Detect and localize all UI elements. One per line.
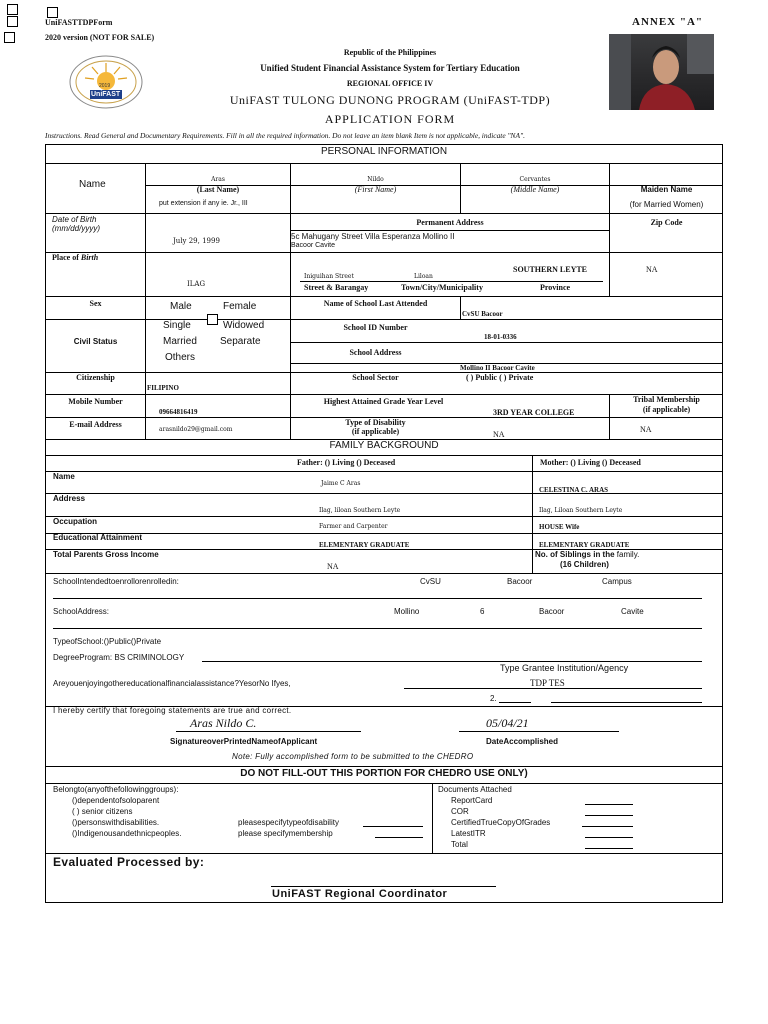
school-intended-label: SchoolIntendedtoenrollorenrolledin: — [53, 577, 179, 586]
father-occupation-value: Farmer and Carpenter — [319, 523, 388, 530]
civil-widowed-option[interactable]: Widowed — [223, 320, 265, 331]
school-address-line-2: 6 — [480, 607, 485, 616]
doc-cor: COR — [451, 807, 469, 816]
grade-level-label: Highest Attained Grade Year Level — [323, 397, 444, 406]
first-name-value: Nildo — [367, 176, 384, 183]
signature-value: Aras Nildo C. — [190, 716, 257, 730]
civil-others-option[interactable]: Others — [165, 352, 196, 363]
civil-status-label: Civil Status — [73, 337, 118, 346]
mobile-label: Mobile Number — [68, 397, 123, 406]
school-last-attended-label: Name of School Last Attended — [323, 299, 428, 308]
siblings-label-text: No. of Siblings in the — [535, 550, 615, 559]
permanent-address-value-1: 5c Mahugany Street Villa Esperanza Mollino II — [291, 232, 455, 241]
doc-latest-itr: LatestITR — [451, 829, 486, 838]
doc-grades: CertifiedTrueCopyOfGrades — [451, 818, 551, 827]
disability-note: (if applicable) — [351, 427, 400, 436]
signature-label: SignatureoverPrintedNameofApplicant — [170, 737, 318, 746]
place-of-birth-em: Birth — [80, 253, 99, 262]
civil-status-checkbox[interactable] — [207, 314, 218, 325]
dob-value: July 29, 1999 — [173, 237, 220, 245]
email-value: arasnildo29@gmail.com — [159, 426, 233, 433]
maiden-name-note: (for Married Women) — [629, 200, 704, 209]
place-of-birth-value: ILAG — [187, 280, 206, 288]
dob-format: (mm/dd/yyyy) — [52, 224, 100, 233]
group-senior-citizens[interactable]: ( ) senior citizens — [72, 807, 133, 816]
belong-groups-label: Belongto(anyofthefollowinggroups): — [53, 785, 179, 794]
school-address-line-3: Bacoor — [539, 607, 565, 616]
type-of-school-label[interactable]: TypeofSchool:()Public()Private — [53, 637, 162, 646]
group-indigenous[interactable]: ()Indigenousandethnicpeoples. — [72, 829, 182, 838]
province-label: Province — [540, 283, 571, 292]
school-address-value: Mollino II Bacoor Cavite — [460, 364, 535, 372]
siblings-label — [535, 550, 639, 559]
mother-occupation-value: HOUSE Wife — [539, 523, 580, 531]
civil-married-option[interactable]: Married — [163, 336, 197, 347]
applicant-photo — [609, 34, 714, 110]
school-intended-value-2: Bacoor — [507, 577, 533, 586]
school-sector-options[interactable]: ( ) Public ( ) Private — [466, 373, 534, 382]
school-intended-value-1: CvSU — [420, 577, 441, 586]
chedro-heading: DO NOT FILL-OUT THIS PORTION FOR CHEDRO USE ONLY) — [240, 768, 528, 779]
mother-education-value: ELEMENTARY GRADUATE — [539, 541, 630, 549]
date-accomplished-value: 05/04/21 — [486, 716, 529, 730]
tribal-membership-label: Tribal Membership — [633, 395, 700, 404]
date-accomplished-label: DateAccomplished — [486, 737, 559, 746]
father-education-value: ELEMENTARY GRADUATE — [319, 541, 410, 549]
tribal-membership-note: (if applicable) — [642, 405, 691, 414]
instructions-text: Instructions. Read General and Documentary Requirements. Fill in all the required information. Do not leave an item blank Item is not applicable, indicate "NA". — [45, 131, 525, 140]
school-id-label: School ID Number — [343, 323, 408, 332]
grade-level-value: 3RD YEAR COLLEGE — [493, 408, 575, 417]
school-last-attended-value: CvSU Bacoor — [462, 310, 503, 318]
tribal-membership-value: NA — [640, 425, 652, 434]
corner-checkbox-2[interactable] — [7, 16, 18, 27]
school-address-line-1: Mollino — [394, 607, 420, 616]
evaluated-by-label: Evaluated Processed by: — [53, 855, 205, 869]
mother-status-label[interactable]: Mother: () Living () Deceased — [540, 458, 641, 467]
doc-report-card: ReportCard — [451, 796, 493, 805]
school-address-label: School Address — [349, 348, 402, 357]
logo-year: 2019 — [99, 83, 111, 89]
extension-note: put extension if any ie. Jr., III — [159, 200, 248, 207]
school-id-value: 18-01-0336 — [484, 333, 517, 341]
unifast-logo — [68, 54, 144, 110]
family-education-label: Educational Attainment — [53, 533, 143, 542]
permanent-address-value-2: Bacoor Cavite — [291, 242, 335, 249]
family-address-label: Address — [53, 494, 86, 503]
permanent-address-label: Permanent Address — [416, 218, 484, 227]
father-name-value: Jaime C Aras — [321, 480, 361, 487]
father-address-value: Ilag, liloan Southern Leyte — [319, 507, 401, 514]
grantee-agency-label: Type Grantee Institution/Agency — [500, 663, 629, 673]
other-aid-item-2: 2. — [490, 694, 497, 703]
middle-name-label: (Middle Name) — [510, 185, 560, 194]
other-aid-label: Areyouenjoyingothereducationalfinancialassistance?YesorNo Ifyes, — [53, 679, 291, 688]
middle-name-value: Cervantes — [519, 176, 551, 183]
dob-label: Date of Birth — [52, 215, 97, 224]
personal-info-heading: PERSONAL INFORMATION — [320, 146, 448, 157]
citizenship-label: Citizenship — [76, 373, 115, 382]
corner-checkbox-4[interactable] — [47, 7, 58, 18]
civil-single-option[interactable]: Single — [163, 320, 191, 331]
town-label: Town/City/Municipality — [401, 283, 483, 292]
street-label: Street & Barangay — [304, 283, 369, 292]
sex-female-option[interactable]: Female — [223, 301, 257, 312]
zip-code-label: Zip Code — [650, 218, 683, 227]
civil-separate-option[interactable]: Separate — [220, 336, 261, 347]
street-value: Iniguihan Street — [304, 273, 354, 280]
other-aid-value: TDP TES — [530, 678, 565, 688]
email-label: E-mail Address — [69, 420, 122, 429]
siblings-label-family: family. — [616, 550, 640, 559]
family-background-heading: FAMILY BACKGROUND — [329, 440, 439, 451]
submission-note: Note: Fully accomplished form to be submitted to the CHEDRO — [232, 752, 474, 761]
doc-total: Total — [451, 840, 468, 849]
sex-label: Sex — [89, 299, 102, 308]
sex-male-option[interactable]: Male — [170, 301, 192, 312]
school-address-line-label: SchoolAddress: — [53, 607, 110, 616]
annex-label: ANNEX "A" — [632, 16, 704, 28]
corner-checkbox-3[interactable] — [4, 32, 15, 43]
place-of-birth-label — [52, 253, 98, 262]
town-value: Liloan — [414, 273, 433, 280]
last-name-value: Aras — [211, 176, 225, 183]
gross-income-value: NA — [327, 562, 339, 571]
form-code: UniFASTTDPForm — [45, 18, 113, 27]
zip-code-value: NA — [646, 265, 658, 274]
citizenship-value: FILIPINO — [147, 384, 179, 392]
group-solo-parent[interactable]: ()dependentofsoloparent — [72, 796, 160, 805]
disability-value: NA — [493, 430, 505, 439]
certify-statement: I hereby certify that foregoing statements are true and correct. — [53, 706, 292, 715]
place-of-birth-text: Place of — [52, 253, 81, 262]
degree-program-label: DegreeProgram: BS CRIMINOLOGY — [53, 653, 185, 662]
specify-membership-label: please specifymembership — [238, 829, 333, 838]
father-status-label[interactable]: Father: () Living () Deceased — [297, 458, 396, 467]
documents-attached-label: Documents Attached — [438, 785, 512, 794]
office-heading: REGIONAL OFFICE IV — [346, 79, 434, 88]
corner-checkbox-1[interactable] — [7, 4, 18, 15]
school-intended-value-3: Campus — [602, 577, 632, 586]
name-label: Name — [79, 179, 106, 190]
form-version: 2020 version (NOT FOR SALE) — [45, 33, 155, 42]
mother-address-value: Ilag, Liloan Southern Leyte — [539, 507, 623, 514]
first-name-label: (First Name) — [354, 185, 397, 194]
last-name-label: (Last Name) — [196, 185, 240, 194]
program-heading: UniFAST TULONG DUNONG PROGRAM (UniFAST-TDP) — [229, 93, 551, 107]
system-heading: Unified Student Financial Assistance System for Tertiary Education — [260, 63, 520, 73]
gross-income-label: Total Parents Gross Income — [53, 550, 159, 559]
maiden-name-label: Maiden Name — [640, 185, 693, 194]
family-name-label: Name — [53, 472, 75, 481]
group-pwd[interactable]: ()personswithdisabilities. — [72, 818, 160, 827]
siblings-value: (16 Children) — [560, 560, 609, 569]
school-sector-label: School Sector — [352, 373, 399, 382]
form-title: APPLICATION FORM — [324, 112, 456, 126]
specify-disability-label: pleasespecifytypeofdisability — [238, 818, 339, 827]
republic-heading: Republic of the Philippines — [343, 48, 437, 57]
province-value: SOUTHERN LEYTE — [513, 265, 588, 274]
regional-coordinator-label: UniFAST Regional Coordinator — [272, 888, 448, 900]
mobile-value: 09664816419 — [159, 408, 198, 416]
disability-label: Type of Disability — [345, 418, 406, 427]
school-address-line-4: Cavite — [621, 607, 644, 616]
logo-text: UniFAST — [91, 91, 121, 98]
family-occupation-label: Occupation — [53, 517, 98, 526]
mother-name-value: CELESTINA C. ARAS — [539, 486, 609, 494]
